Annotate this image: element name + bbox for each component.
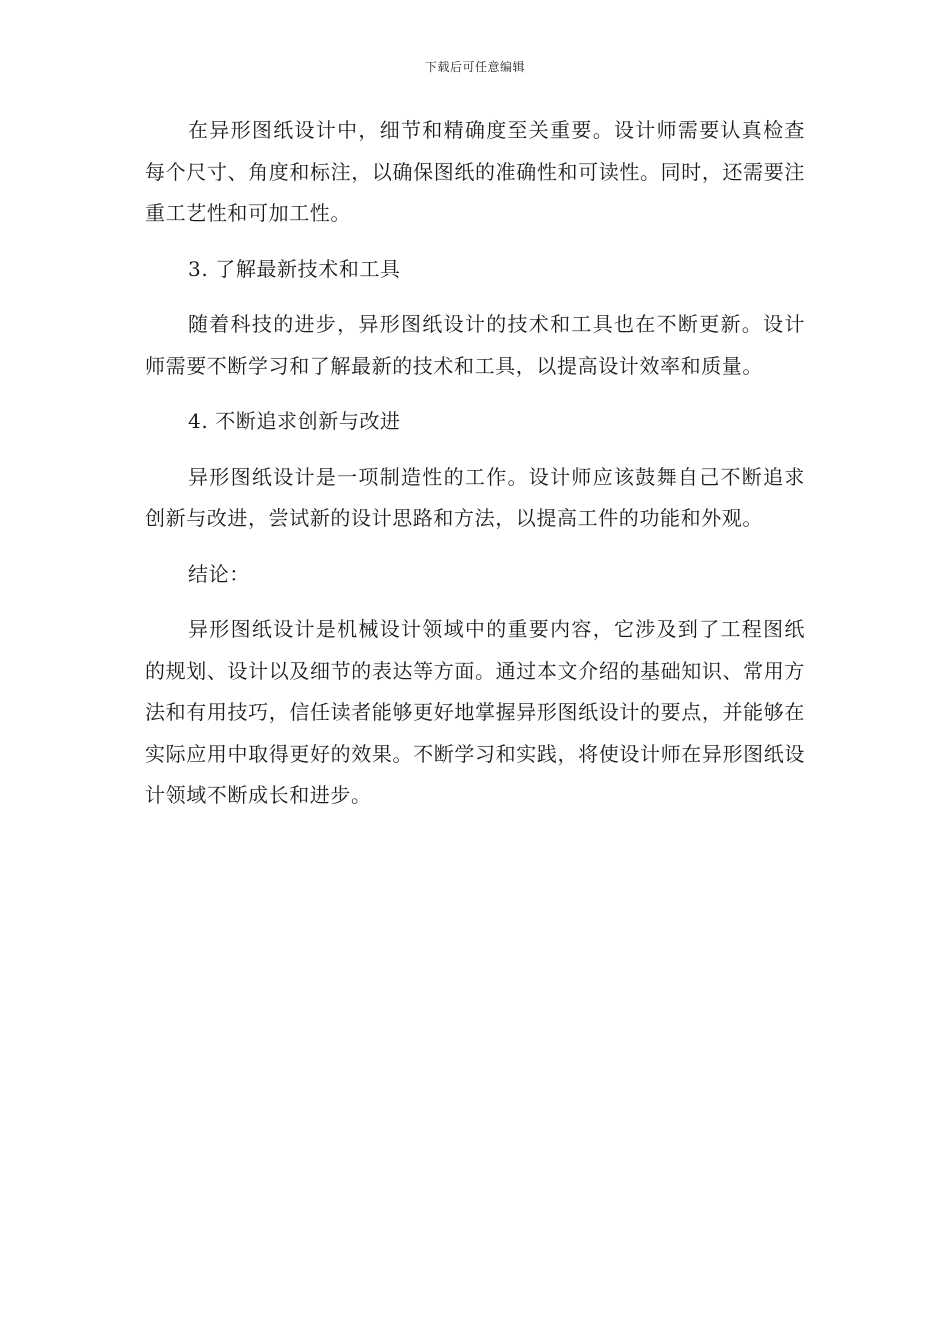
paragraph-latest-tech: 随着科技的进步，异形图纸设计的技术和工具也在不断更新。设计师需要不断学习和了解最新的技术和工具，以提高设计效率和质量。 [145,312,805,378]
document-body [145,110,805,831]
header-note: 下载后可任意编辑 [424,60,525,74]
paragraph-conclusion: 异形图纸设计是机械设计领域中的重要内容，它涉及到了工程图纸的规划、设计以及细节的表达等方面。通过本文介绍的基础知识、常用方法和有用技巧，信任读者能够更好地掌握异形图纸设计的要点，并能够在实际应用中取得更好的效果。不断学习和实践，将使设计师在异形图纸设计领域不断成长和进步。 [145,617,805,807]
paragraph-innovation: 异形图纸设计是一项制造性的工作。设计师应该鼓舞自己不断追求创新与改进，尝试新的设计思路和方法，以提高工件的功能和外观。 [145,464,805,530]
section-heading-4: 4. 不断追求创新与改进 [188,409,401,433]
paragraph-detail-precision: 在异形图纸设计中，细节和精确度至关重要。设计师需要认真检查每个尺寸、角度和标注，以确保图纸的准确性和可读性。同时，还需要注重工艺性和可加工性。 [145,118,805,225]
conclusion-heading: 结论： [188,561,250,586]
section-heading-3: 3. 了解最新技术和工具 [188,256,401,281]
